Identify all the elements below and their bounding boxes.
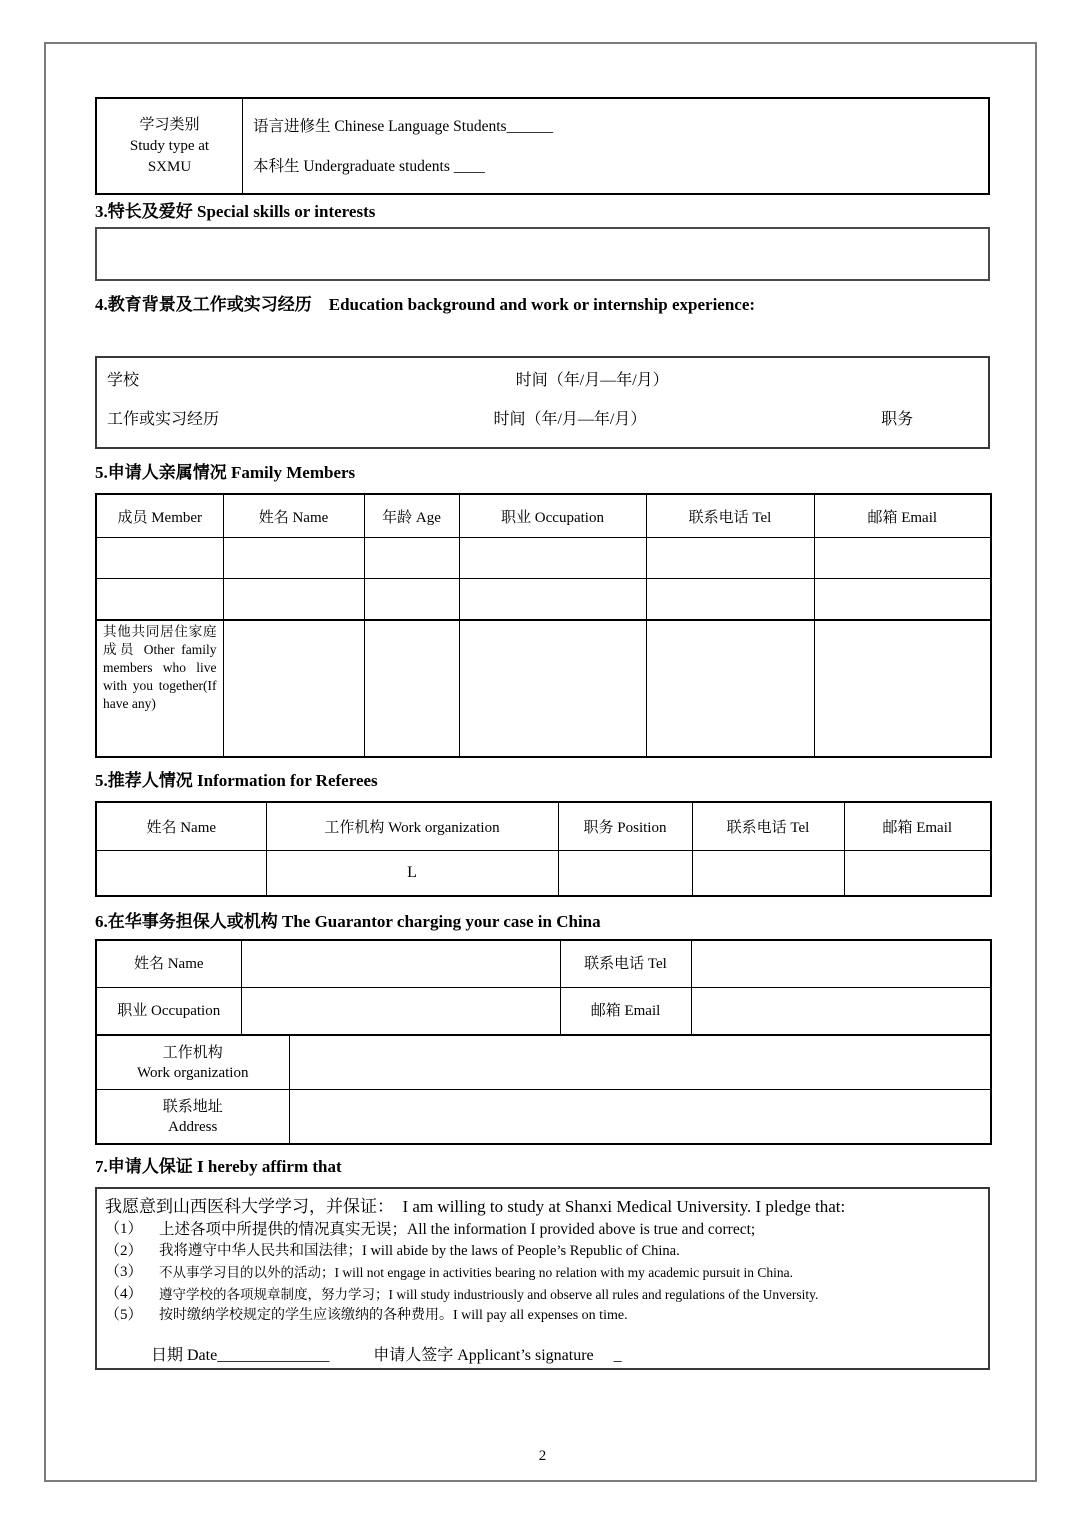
empty-cell (646, 579, 814, 621)
family-empty-row (96, 538, 991, 579)
page-number: 2 (538, 1448, 547, 1464)
family-header-row (96, 494, 991, 538)
empty-cell (459, 538, 646, 579)
empty-cell (289, 1035, 991, 1090)
section-3-heading: 3.特长及爱好 Special skills or interests (95, 202, 376, 221)
guarantor-table-upper (95, 939, 992, 1036)
pledge-item-text: 上述各项中所提供的情况真实无误；All the information I provided above is true and correct; (159, 1221, 756, 1238)
option-chinese-language-students: 语言进修生 Chinese Language Students______ (253, 118, 554, 135)
guarantor-row-2 (96, 988, 991, 1036)
empty-cell (459, 579, 646, 621)
pledge-item-text: 遵守学校的各项规章制度，努力学习；I will study industriously and observe all rules and regulations of the Unversity. (159, 1286, 819, 1302)
empty-cell (241, 940, 560, 988)
referee-position-cell (558, 851, 692, 897)
pledge-item-number: （4） (105, 1285, 143, 1302)
other-family-members-label: 其他共同居住家庭成员 Other family members who live with you together(If have any) (96, 620, 223, 757)
empty-cell (646, 538, 814, 579)
time-label-1: 时间（年/月—年/月） (515, 372, 669, 389)
referees-table (95, 801, 992, 897)
study-type-label-en1: Study type at (129, 137, 210, 154)
section-5-family-heading: 5.申请人亲属情况 Family Members (95, 463, 356, 482)
guarantor-work-org-label (96, 1035, 289, 1090)
referee-email-cell (844, 851, 991, 897)
applicant-signature-label: 申请人签字 Applicant’s signature (373, 1346, 594, 1364)
study-type-label-cell (96, 98, 243, 194)
pledge-item-4 (105, 1284, 978, 1306)
empty-cell (459, 620, 646, 757)
signature-line (105, 1342, 978, 1365)
pledge-item-5 (105, 1305, 978, 1327)
empty-cell (223, 620, 364, 757)
empty-cell (691, 940, 991, 988)
address-label-en: Address (168, 1118, 218, 1135)
family-empty-row (96, 579, 991, 621)
position-label: 职务 (881, 411, 914, 428)
section-6-heading: 6.在华事务担保人或机构 The Guarantor charging your case in China (95, 912, 601, 931)
empty-cell (364, 579, 459, 621)
guarantor-address-label (96, 1090, 289, 1145)
empty-cell (96, 579, 223, 621)
study-type-options-cell (243, 98, 990, 194)
work-org-label-en: Work organization (137, 1064, 249, 1081)
section-7-heading: 7.申请人保证 I hereby affirm that (95, 1157, 342, 1176)
referees-header-tel: 联系电话 Tel (692, 802, 844, 851)
empty-cell (646, 620, 814, 757)
empty-cell (364, 620, 459, 757)
guarantor-row-4 (96, 1090, 991, 1145)
empty-cell (223, 579, 364, 621)
section-4-heading: 4.教育背景及工作或实习经历 Education background and work or internship experience: (95, 295, 756, 314)
guarantor-tel-label: 联系电话 Tel (560, 940, 691, 988)
guarantor-occupation-label: 职业 Occupation (96, 988, 241, 1036)
referees-header-row (96, 802, 991, 851)
family-header-age: 年龄 Age (364, 494, 459, 538)
family-other-members-row (96, 620, 991, 757)
pledge-item-2 (105, 1241, 978, 1263)
work-org-label-zh: 工作机构 (162, 1044, 223, 1061)
referee-tel-cell (692, 851, 844, 897)
study-type-table (95, 97, 990, 195)
guarantor-name-label: 姓名 Name (96, 940, 241, 988)
empty-cell (814, 538, 991, 579)
section-5-referees-heading: 5.推荐人情况 Information for Referees (95, 771, 378, 790)
date-blank: 日期 Date______________ (151, 1346, 330, 1364)
guarantor-row-1 (96, 940, 991, 988)
education-box (95, 356, 990, 449)
pledge-item-number: （3） (105, 1264, 143, 1280)
referees-header-email: 邮箱 Email (844, 802, 991, 851)
referees-data-row (96, 851, 991, 897)
pledge-item-text: 不从事学习目的以外的活动；I will not engage in activities bearing no relation with my academic pursuit in China. (159, 1265, 794, 1280)
time-label-2: 时间（年/月—年/月） (493, 411, 647, 428)
family-header-member: 成员 Member (96, 494, 223, 538)
empty-cell (691, 988, 991, 1036)
work-experience-label: 工作或实习经历 (107, 411, 220, 428)
guarantor-table-lower (95, 1034, 992, 1145)
pledge-box (95, 1187, 990, 1370)
empty-cell (814, 620, 991, 757)
study-type-label-en2: SXMU (147, 158, 192, 175)
pledge-item-3 (105, 1262, 978, 1284)
family-header-occupation: 职业 Occupation (459, 494, 646, 538)
empty-cell (241, 988, 560, 1036)
signature-blank: _ (613, 1346, 622, 1364)
family-header-tel: 联系电话 Tel (646, 494, 814, 538)
empty-cell (96, 538, 223, 579)
pledge-item-number: （5） (105, 1307, 143, 1323)
pledge-item-text: 我将遵守中华人民共和国法律；I will abide by the laws of People’s Republic of China. (159, 1242, 680, 1259)
school-label: 学校 (107, 372, 140, 389)
pledge-item-text: 按时缴纳学校规定的学生应该缴纳的各种费用。I will pay all expenses on time. (159, 1308, 628, 1323)
empty-cell (289, 1090, 991, 1145)
skills-input-box (95, 227, 990, 281)
referees-header-name: 姓名 Name (96, 802, 266, 851)
pledge-intro: 我愿意到山西医科大学学习，并保证： I am willing to study at Shanxi Medical University. I pledge that: (105, 1197, 846, 1216)
study-type-label-zh: 学习类别 (139, 116, 200, 133)
family-header-name: 姓名 Name (223, 494, 364, 538)
pledge-item-number: （1） (105, 1221, 143, 1237)
address-label-zh: 联系地址 (162, 1098, 223, 1115)
referees-header-position: 职务 Position (558, 802, 692, 851)
empty-cell (814, 579, 991, 621)
empty-cell (364, 538, 459, 579)
page-border (44, 42, 1037, 1482)
pledge-item-1 (105, 1219, 978, 1241)
referee-name-cell (96, 851, 266, 897)
referee-organization-cell: L (266, 851, 558, 897)
family-members-table (95, 493, 992, 758)
referees-header-organization: 工作机构 Work organization (266, 802, 558, 851)
empty-cell (223, 538, 364, 579)
guarantor-email-label: 邮箱 Email (560, 988, 691, 1036)
family-header-email: 邮箱 Email (814, 494, 991, 538)
form-content (95, 97, 990, 1465)
option-undergraduate-students: 本科生 Undergraduate students ____ (253, 158, 485, 175)
pledge-item-number: （2） (105, 1242, 143, 1259)
guarantor-row-3 (96, 1035, 991, 1090)
